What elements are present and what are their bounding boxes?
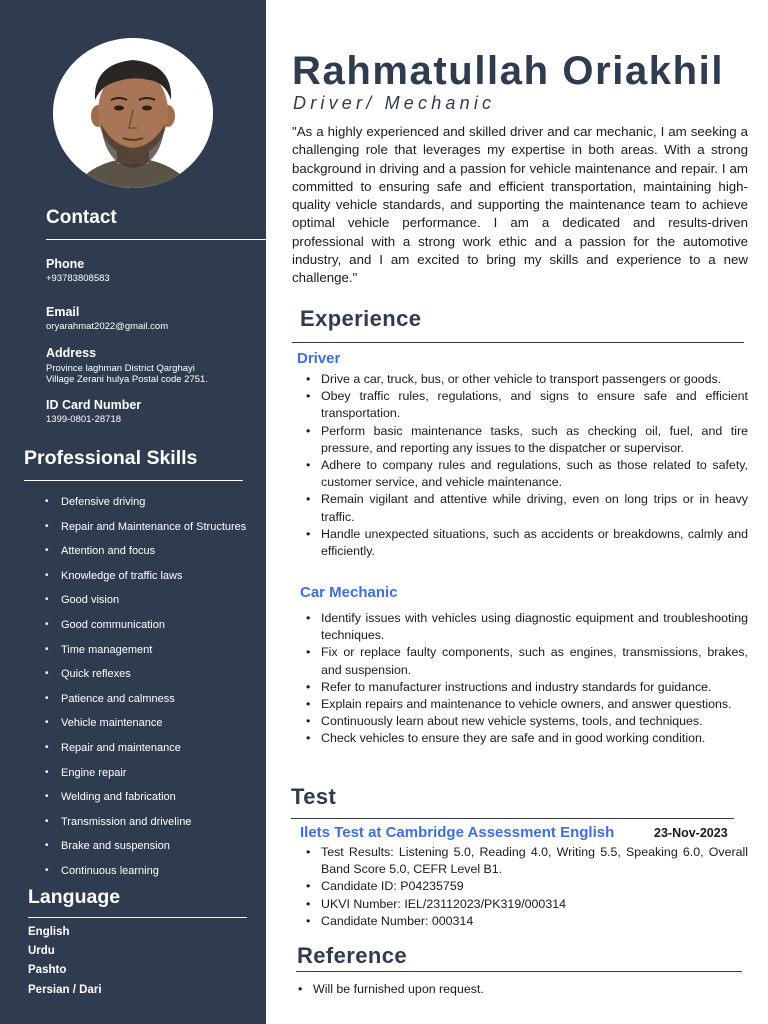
list-item: • Remain vigilant and attentive while driving, even on long trips or in heavy traffic. xyxy=(321,491,748,525)
main-content xyxy=(266,0,768,1024)
language-item: Pashto xyxy=(28,964,67,977)
skill-item: • Continuous learning xyxy=(45,863,246,888)
phone-label: Phone xyxy=(46,257,85,271)
address-label: Address xyxy=(46,346,97,360)
skill-item: • Quick reflexes xyxy=(45,666,246,691)
reference-list xyxy=(313,981,740,998)
test-details-list xyxy=(321,844,748,930)
contact-divider xyxy=(46,239,266,240)
skill-item: • Knowledge of traffic laws xyxy=(45,568,246,593)
language-item: Urdu xyxy=(28,945,55,958)
experience-divider xyxy=(292,342,744,343)
experience-heading: Experience xyxy=(300,306,422,331)
list-item: • Identify issues with vehicles using diagnostic equipment and troubleshooting techniques. xyxy=(321,610,748,644)
test-heading: Test xyxy=(291,784,337,809)
skill-item: • Repair and Maintenance of Structures xyxy=(45,519,246,544)
language-heading: Language xyxy=(28,886,121,908)
list-item: • Obey traffic rules, regulations, and signs to ensure safe and efficient transportation. xyxy=(321,388,748,422)
skill-item: • Repair and maintenance xyxy=(45,740,246,765)
skills-heading: Professional Skills xyxy=(24,447,198,469)
candidate-name xyxy=(292,48,724,94)
job-title-driver: Driver xyxy=(297,350,341,367)
skills-divider xyxy=(24,480,243,481)
test-date: 23-Nov-2023 xyxy=(654,826,728,840)
reference-divider xyxy=(296,971,742,972)
address-line-2: Village Zerani hulya Postal code 2751. xyxy=(46,374,208,385)
phone-value[interactable]: +93783808583 xyxy=(46,273,110,284)
first-name: Rahmatullah xyxy=(292,49,550,93)
id-card-label: ID Card Number xyxy=(46,398,142,412)
skill-item: • Good communication xyxy=(45,617,246,642)
test-divider xyxy=(291,818,734,819)
email-label: Email xyxy=(46,305,80,319)
language-item: Persian / Dari xyxy=(28,983,102,996)
skill-item: • Transmission and driveline xyxy=(45,814,246,839)
language-list xyxy=(28,924,102,1001)
profile-photo xyxy=(53,38,213,188)
list-item: • Test Results: Listening 5.0, Reading 4.0, Writing 5.5, Speaking 6.0, Overall Band Score 5.0, CEFR Level B1. xyxy=(321,844,748,878)
list-item: • Refer to manufacturer instructions and industry standards for guidance. xyxy=(321,679,748,696)
list-item: • UKVI Number: IEL/23112023/PK319/000314 xyxy=(321,896,748,913)
list-item: • Adhere to company rules and regulations, such as those related to safety, customer service, and vehicle maintenance. xyxy=(321,457,748,491)
skill-item: • Time management xyxy=(45,642,246,667)
skill-item: • Engine repair xyxy=(45,765,246,790)
skill-item: • Patience and calmness xyxy=(45,691,246,716)
list-item: • Perform basic maintenance tasks, such as checking oil, fuel, and tire pressure, and reporting any issues to the dispatcher or supervisor. xyxy=(321,423,748,457)
list-item: • Handle unexpected situations, such as accidents or breakdowns, calmly and efficiently. xyxy=(321,526,748,560)
language-divider xyxy=(28,917,247,918)
job-title: Driver/ Mechanic xyxy=(293,93,496,113)
list-item: • Candidate ID: P04235759 xyxy=(321,878,748,895)
list-item: • Check vehicles to ensure they are safe and in good working condition. xyxy=(321,730,748,747)
skill-item: • Attention and focus xyxy=(45,543,246,568)
skills-list xyxy=(45,494,246,888)
profile-summary: "As a highly experienced and skilled driver and car mechanic, I am seeking a challenging role that leverages my expertise in both areas. With a strong background in driving and a passion for vehicle maintenance and repair. I am committed to ensuring safe and efficient transportation, maintaining high-quality vehicle standards, and supporting the maintenance team to achieve optimal vehicle performance. I am a dedicated and results-driven professional with a strong work ethic and a passion for the automotive industry, and I am excited to bring my skills and experience to a new challenge." xyxy=(292,124,748,286)
reference-heading: Reference xyxy=(297,943,407,968)
list-item: • Will be furnished upon request. xyxy=(313,981,740,998)
skill-item: • Good vision xyxy=(45,592,246,617)
language-item: English xyxy=(28,926,70,938)
skill-item: • Defensive driving xyxy=(45,494,246,519)
list-item: • Continuously learn about new vehicle systems, tools, and techniques. xyxy=(321,713,748,730)
mechanic-duties-list xyxy=(321,610,748,748)
list-item: • Drive a car, truck, bus, or other vehicle to transport passengers or goods. xyxy=(321,371,748,388)
list-item: • Fix or replace faulty components, such as engines, transmissions, brakes, and suspension. xyxy=(321,644,748,678)
id-card-value: 1399-0801-28718 xyxy=(46,414,122,425)
last-name: Oriakhil xyxy=(562,49,725,93)
email-value[interactable]: oryarahmat2022@gmail.com xyxy=(46,321,169,332)
list-item: • Candidate Number: 000314 xyxy=(321,913,748,930)
contact-heading: Contact xyxy=(46,207,117,228)
skill-item: • Vehicle maintenance xyxy=(45,715,246,740)
driver-duties-list xyxy=(321,371,748,560)
skill-item: • Brake and suspension xyxy=(45,838,246,863)
test-title: Ilets Test at Cambridge Assessment English xyxy=(300,824,615,841)
sidebar xyxy=(0,0,266,1024)
job-title-car-mechanic: Car Mechanic xyxy=(300,584,398,601)
skill-item: • Welding and fabrication xyxy=(45,789,246,814)
list-item: • Explain repairs and maintenance to vehicle owners, and answer questions. xyxy=(321,696,748,713)
address-line-1: Province laghman District Qarghayi xyxy=(46,363,195,374)
